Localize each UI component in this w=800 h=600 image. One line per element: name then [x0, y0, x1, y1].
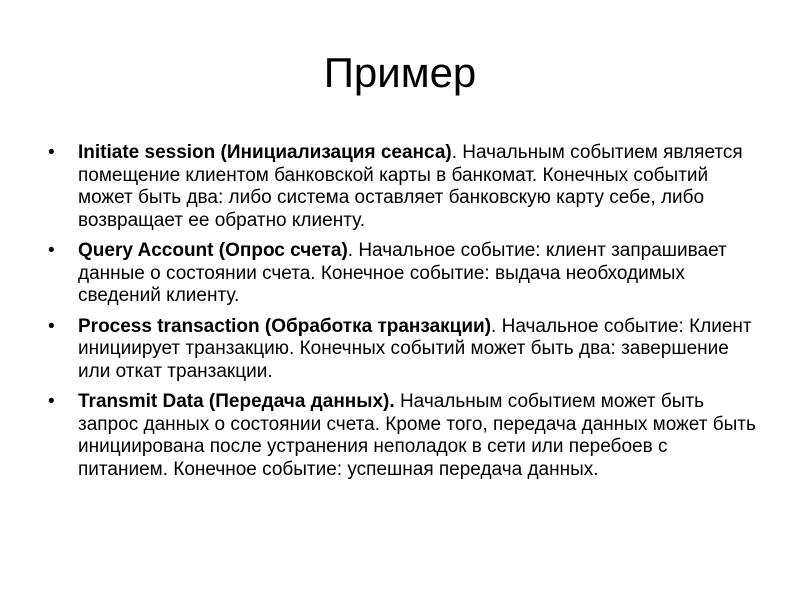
bullet-dot: •: [48, 391, 55, 412]
item-text: . Начальным событием является помещение клиентом банковской карты в банкомат. Конечных событий может быть два: либо система оставляет банковскую карту себе, либо возвращает ее обратно клиенту.: [78, 142, 743, 231]
bullet-list: [48, 142, 760, 489]
bullet-item-process-transaction: [48, 316, 760, 384]
item-term: Query Account (Опрос счета): [78, 240, 348, 261]
bullet-item-query-account: [48, 240, 760, 308]
bullet-dot: •: [48, 315, 55, 337]
slide-title: Пример: [323, 49, 477, 96]
item-term: Initiate session (Инициализация сеанса): [78, 142, 452, 163]
item-term: Transmit Data (Передача данных).: [78, 391, 395, 412]
bullet-dot: •: [48, 142, 55, 163]
bullet-item-transmit-data: [48, 391, 760, 481]
bullet-item-initiate-session: [48, 142, 760, 232]
item-text: Начальным событием может быть запрос данных о состоянии счета. Кроме того, передача данных может быть инициирована после устранения неполадок в сети или перебоев с питанием. Конечное событие: успешная передача данных.: [78, 391, 756, 480]
bullet-dot: •: [48, 240, 55, 261]
item-term: Process transaction (Обработка транзакции): [78, 315, 492, 337]
item-text: . Начальное событие: клиент запрашивает данные о состоянии счета. Конечное событие: выдача необходимых сведений клиенту.: [78, 240, 727, 306]
item-text: . Начальное событие: Клиент инициирует транзакцию. Конечных событий может быть два: завершение или откат транзакции.: [78, 315, 752, 382]
